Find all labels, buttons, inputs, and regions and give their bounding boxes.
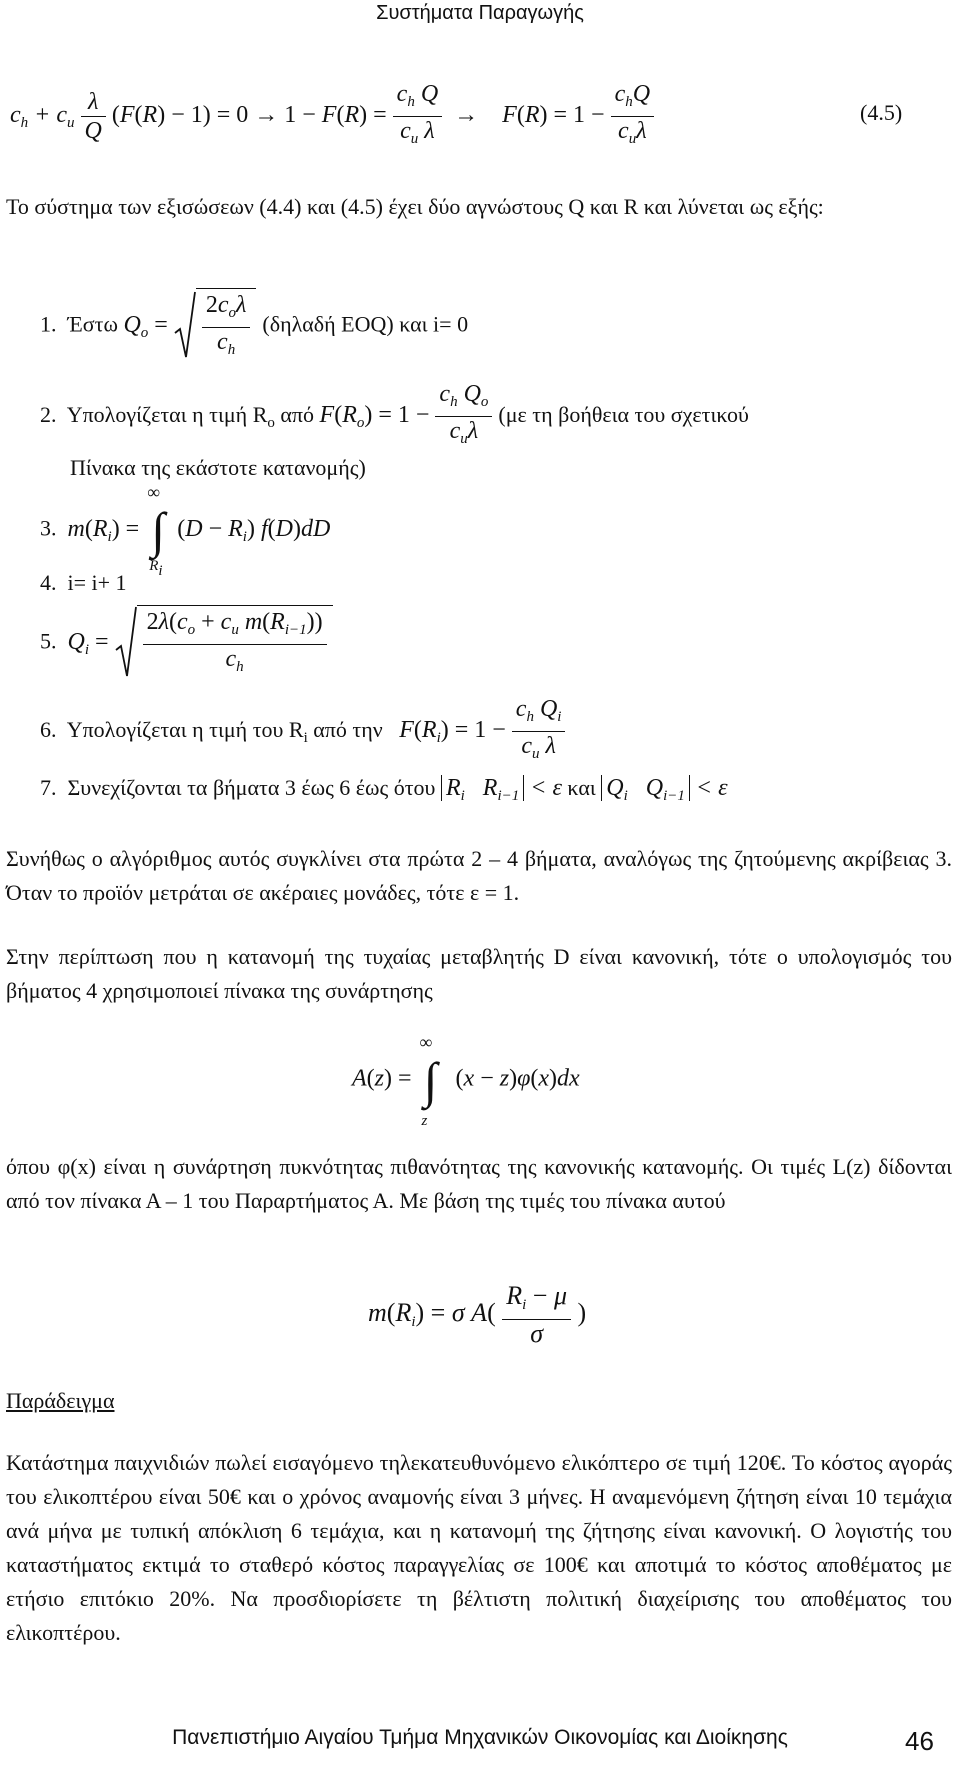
- integral-sign: ∞ ∫ $R_i$: [147, 482, 166, 579]
- step-6: 6. Υπολογίζεται η τιμή του $R_i$ από την $F(R_i) = 1$ − $\frac{c_h Q_i}{c_u \lambda}$: [40, 695, 565, 768]
- step-text-suffix: (με τη βοήθεια του σχετικού: [498, 402, 749, 428]
- step-text-mid: από: [280, 402, 315, 428]
- step-number: 1.: [40, 311, 57, 337]
- step-subscript: i: [303, 730, 308, 747]
- step-number: 4.: [40, 570, 57, 595]
- step-subscript: o: [267, 415, 275, 432]
- step-text-mid: και: [567, 775, 596, 800]
- equation-A-z: A(z) = ∞ ∫ z (x − z)φ(x)dx: [352, 1032, 580, 1129]
- example-paragraph: Κατάστημα παιχνιδιών πωλεί εισαγόμενο τηλεκατευθυνόμενο ελικόπτερο σε τιμή 120€. Το κόστος αγοράς του ελικοπτέρου είναι 50€ και ο χρόνος αναμονής είναι 3 μήνες. Η αναμενόμενη ζήτηση είναι 10 τεμάχια ανά μήνα με τυπική απόκλιση 6 τεμάχια, και η κατανομή της ζήτησης είναι κανονική. Ο λογιστής του καταστήματος εκτιμά το σταθερό κόστος παραγγελίας σε 100€ και αποτιμά το κόστος αποθέματος με ετήσιο επιτόκιο 20%. Να προσδιορίσετε τη βέλτιστη πολιτική διαχείρισης του αποθέματος του ελικοπτέρου.: [6, 1450, 952, 1645]
- step-text: i= i+ 1: [67, 570, 127, 595]
- step-text: Υπολογίζεται η τιμή του R: [66, 717, 304, 743]
- sqrt-eoq: $\frac{2c_o\lambda}{c_h}$: [174, 288, 257, 364]
- step-text: Υπολογίζεται η τιμή R: [66, 402, 268, 428]
- step-number: 7.: [40, 775, 57, 800]
- step-number: 3.: [40, 515, 57, 541]
- step-1: 1. Έστω $Q_o$ = $\frac{2c_o\lambda}{c_h}$ (δηλαδή EOQ) και i= 0: [40, 288, 468, 364]
- phi-paragraph: όπου φ(x) είναι η συνάρτηση πυκνότητας πιθανότητας της κανονικής κατανομής. Οι τιμές L(z) δίδονται από τον πίνακα Α – 1 του Παραρτήματος Α. Με βάση της τιμές του πίνακα αυτού: [6, 1154, 952, 1213]
- step-2-continuation: Πίνακα της εκάστοτε κατανομής): [70, 455, 366, 480]
- step-text-suffix: (δηλαδή EOQ) και i= 0: [262, 311, 469, 337]
- step-text: Έστω: [67, 311, 118, 337]
- step-3: 3. $m(R_i)$ = ∞ ∫ $R_i$ $(D - R_i)$ f(D)dD: [40, 482, 331, 579]
- step-text: Συνεχίζονται τα βήματα 3 έως 6 έως ότου: [67, 775, 436, 800]
- step-text-mid: από την: [313, 717, 383, 743]
- step-5: 5. $Q_i$ = $\frac{2\lambda(c_o + c_u m(R_{i-1}))}{c_h}$: [40, 605, 333, 681]
- convergence-paragraph: Συνήθως ο αλγόριθμος αυτός συγκλίνει στα πρώτα 2 – 4 βήματα, αναλόγως της ζητούμενης ακρίβειας 3. Όταν το προϊόν μετράται σε ακέραιες μονάδες, τότε ε = 1.: [6, 846, 952, 905]
- page-header: Συστήματα Παραγωγής: [376, 2, 584, 24]
- normal-paragraph: Στην περίπτωση που η κατανομή της τυχαίας μεταβλητής D είναι κανονική, τότε ο υπολογισμός του βήματος 4 χρησιμοποιεί πίνακα της συνάρτησης: [6, 944, 952, 1003]
- step-number: 2.: [40, 402, 57, 428]
- page-number: 46: [905, 1726, 934, 1756]
- equation-label: (4.5): [860, 100, 903, 125]
- intro-paragraph: Το σύστημα των εξισώσεων (4.4) και (4.5) έχει δύο αγνώστους Q και R και λύνεται ως εξής:: [6, 194, 824, 219]
- step-number: 6.: [40, 717, 57, 743]
- example-heading: Παράδειγμα: [6, 1388, 115, 1413]
- step-4: [40, 570, 127, 596]
- equation-4-5: $c_h + c_u$ $\frac{\lambda}{Q}$ (F(R) − 1) = 0 → 1 − F(R) = $\frac{c_h Q}{c_u \lambda}$ → F(R) = 1 − $\frac{c_hQ}{c_u\lambda}$: [10, 80, 654, 153]
- equation-m-Ri: $m(R_i) = \sigma$ A( $\frac{R_i - \mu}{\sigma}$ ): [368, 1281, 587, 1348]
- step-number: 5.: [40, 628, 57, 654]
- sqrt-qi: $\frac{2\lambda(c_o + c_u m(R_{i-1}))}{c_h}$: [115, 605, 333, 681]
- integral-sign: ∞ ∫ z: [419, 1032, 438, 1129]
- step-2: 2. Υπολογίζεται η τιμή $R_o$ από $F(R_o) = 1$ − $\frac{c_h Q_o}{c_u\lambda}$ (με τη βοήθεια του σχετικού: [40, 380, 749, 453]
- step-7: 7. Συνεχίζονται τα βήματα 3 έως 6 έως ότου $R_i$ $R_{i-1} < \varepsilon$ και $Q_i$ $Q_{i-1} < \varepsilon$: [40, 775, 728, 804]
- page-footer: Πανεπιστήμιο Αιγαίου Τμήμα Μηχανικών Οικονομίας και Διοίκησης: [172, 1726, 788, 1749]
